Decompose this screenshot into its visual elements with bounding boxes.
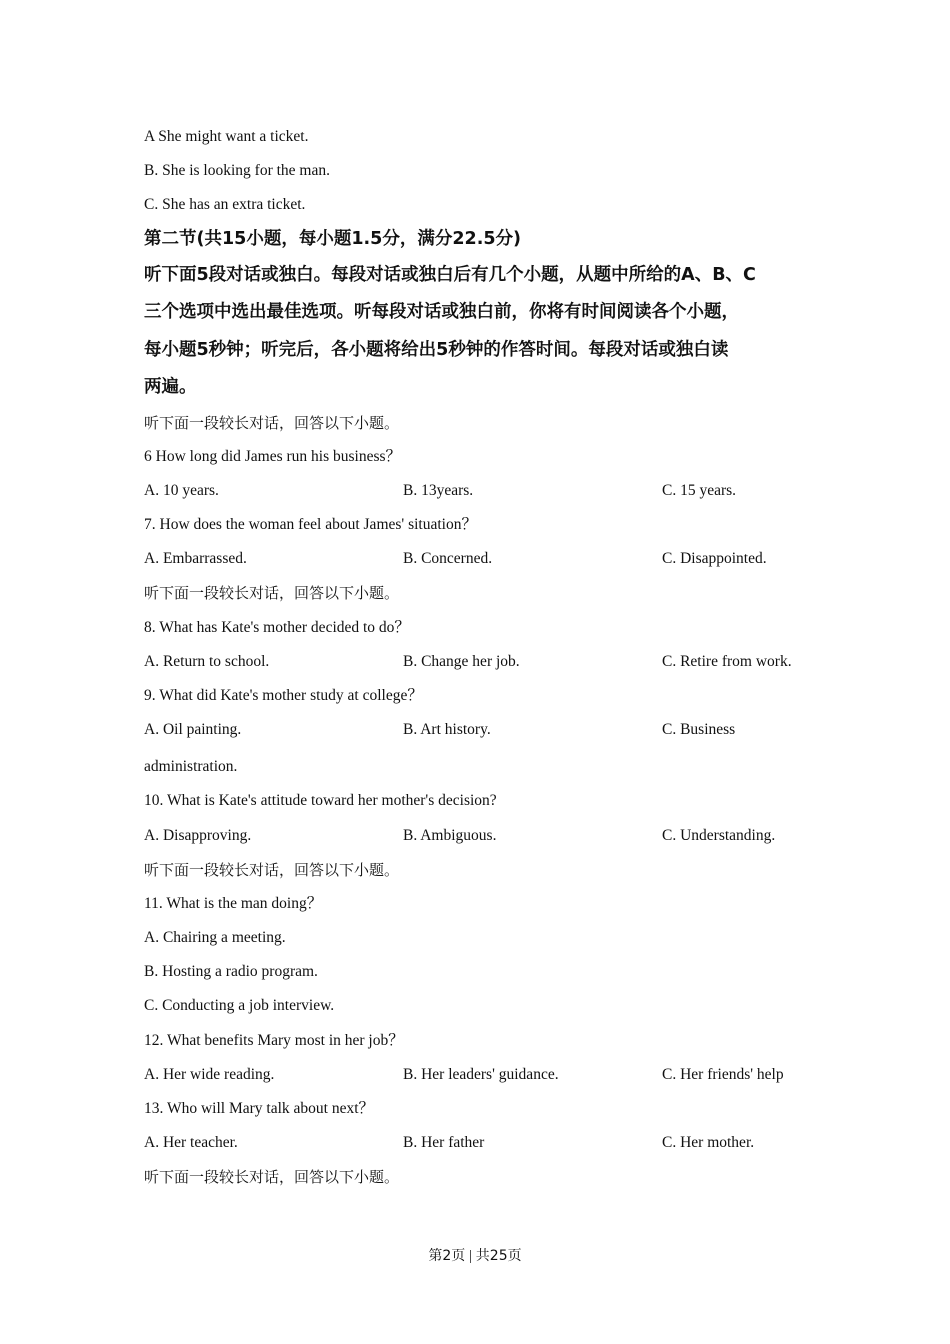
q5-option-c: C. She has an extra ticket.	[144, 196, 306, 213]
listen-prompt: 听下面一段较长对话，回答以下小题。	[144, 584, 400, 602]
q9-option-b: B. Art history.	[403, 721, 491, 738]
q7-option-b: B. Concerned.	[403, 550, 493, 567]
q12-option-c: C. Her friends' help	[662, 1066, 784, 1083]
listen-prompt: 听下面一段较长对话，回答以下小题。	[144, 1168, 400, 1186]
q13-option-b: B. Her father	[403, 1134, 485, 1151]
page-footer	[0, 1246, 950, 1266]
listen-prompt: 听下面一段较长对话，回答以下小题。	[144, 861, 400, 879]
question-7: 7. How does the woman feel about James' situation？	[144, 516, 477, 533]
question-13: 13. Who will Mary talk about next？	[144, 1100, 375, 1117]
q7-option-c: C. Disappointed.	[662, 550, 767, 567]
section2-instruction-line1: 听下面5段对话或独白。每段对话或独白后有几个小题，从题中所给的A、B、C	[144, 265, 756, 285]
q8-option-c: C. Retire from work.	[662, 653, 792, 670]
question-10: 10. What is Kate's attitude toward her mother's decision?	[144, 792, 497, 809]
q11-option-c: C. Conducting a job interview.	[144, 997, 335, 1014]
question-12: 12. What benefits Mary most in her job？	[144, 1032, 404, 1049]
question-8: 8. What has Kate's mother decided to do？	[144, 619, 410, 636]
q13-option-c: C. Her mother.	[662, 1134, 755, 1151]
q12-option-b: B. Her leaders' guidance.	[403, 1066, 559, 1083]
page-number-total: 共25页	[475, 1248, 522, 1264]
question-9: 9. What did Kate's mother study at college？	[144, 687, 423, 704]
q7-option-a: A. Embarrassed.	[144, 550, 247, 567]
page-number-current: 第2页	[428, 1248, 466, 1264]
q5-option-b: B. She is looking for the man.	[144, 162, 330, 179]
q11-option-b: B. Hosting a radio program.	[144, 963, 318, 980]
q13-option-a: A. Her teacher.	[144, 1134, 238, 1151]
q5-option-a: A She might want a ticket.	[144, 128, 309, 145]
q10-option-c: C. Understanding.	[662, 827, 776, 844]
q6-option-b: B. 13years.	[403, 482, 474, 499]
q10-option-b: B. Ambiguous.	[403, 827, 497, 844]
q9-option-a: A. Oil painting.	[144, 721, 242, 738]
q8-option-a: A. Return to school.	[144, 653, 270, 670]
q12-option-a: A. Her wide reading.	[144, 1066, 275, 1083]
q10-option-a: A. Disapproving.	[144, 827, 252, 844]
q6-option-a: A. 10 years.	[144, 482, 219, 499]
page-number-separator: |	[465, 1248, 476, 1264]
listen-prompt: 听下面一段较长对话，回答以下小题。	[144, 414, 400, 432]
section2-heading: 第二节(共15小题，每小题1.5分，满分22.5分)	[144, 229, 522, 249]
question-11: 11. What is the man doing？	[144, 895, 323, 912]
section2-instruction-line3: 每小题5秒钟；听完后，各小题将给出5秒钟的作答时间。每段对话或独白读	[144, 340, 729, 360]
section2-instruction-line2: 三个选项中选出最佳选项。听每段对话或独白前，你将有时间阅读各个小题，	[144, 302, 739, 322]
question-6: 6 How long did James run his business？	[144, 448, 402, 465]
q6-option-c: C. 15 years.	[662, 482, 737, 499]
section2-instruction-line4: 两遍。	[144, 377, 197, 397]
q8-option-b: B. Change her job.	[403, 653, 520, 670]
q9-option-c-continued: administration.	[144, 758, 238, 775]
q9-option-c: C. Business	[662, 721, 736, 738]
q11-option-a: A. Chairing a meeting.	[144, 929, 286, 946]
